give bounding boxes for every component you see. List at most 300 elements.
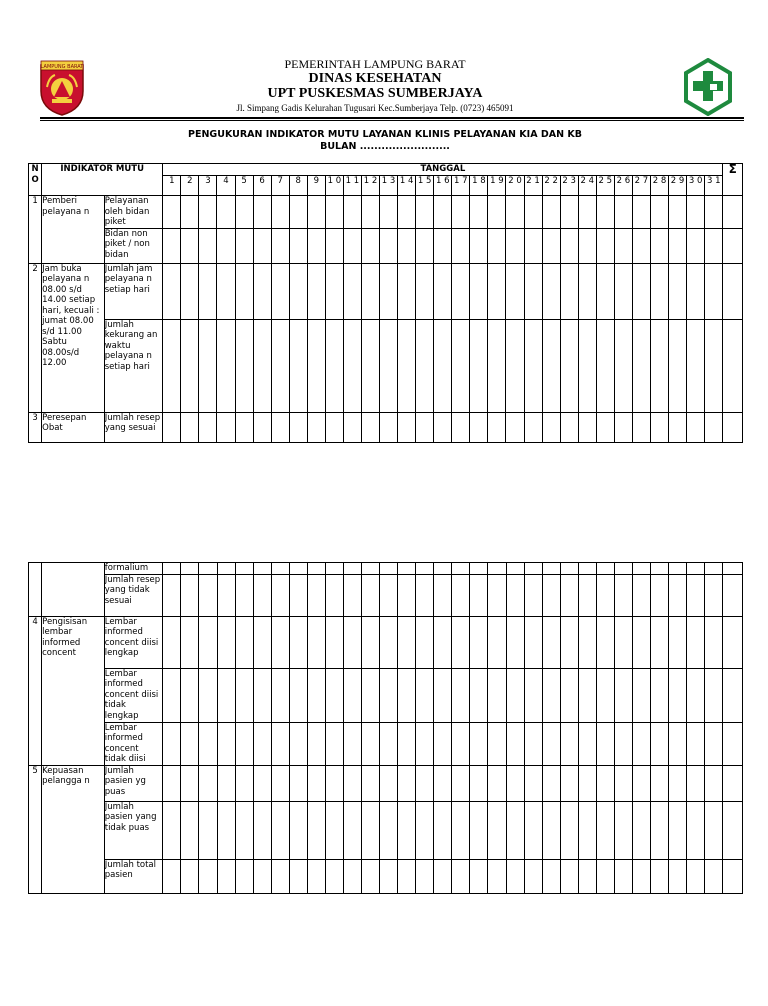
day-entry-cell[interactable] (271, 616, 289, 668)
day-entry-cell[interactable] (488, 616, 506, 668)
day-entry-cell[interactable] (560, 263, 578, 319)
day-entry-cell[interactable] (614, 801, 632, 859)
day-entry-cell[interactable] (705, 722, 723, 765)
day-entry-cell[interactable] (343, 616, 361, 668)
day-entry-cell[interactable] (651, 616, 669, 668)
day-entry-cell[interactable] (651, 801, 669, 859)
day-entry-cell[interactable] (163, 196, 181, 229)
day-entry-cell[interactable] (524, 801, 542, 859)
day-entry-cell[interactable] (650, 412, 668, 442)
day-entry-cell[interactable] (253, 196, 271, 229)
day-entry-cell[interactable] (361, 196, 379, 229)
day-entry-cell[interactable] (578, 765, 596, 801)
day-entry-cell[interactable] (596, 801, 614, 859)
day-entry-cell[interactable] (253, 616, 271, 668)
day-entry-cell[interactable] (687, 563, 705, 575)
day-entry-cell[interactable] (488, 196, 506, 229)
day-entry-cell[interactable] (325, 319, 343, 412)
day-entry-cell[interactable] (434, 412, 452, 442)
day-entry-cell[interactable] (560, 722, 578, 765)
day-entry-cell[interactable] (163, 616, 181, 668)
day-entry-cell[interactable] (163, 228, 181, 263)
day-entry-cell[interactable] (380, 574, 398, 616)
row-total-cell[interactable] (723, 263, 743, 319)
day-entry-cell[interactable] (253, 228, 271, 263)
day-entry-cell[interactable] (163, 412, 181, 442)
day-entry-cell[interactable] (650, 228, 668, 263)
day-entry-cell[interactable] (669, 228, 687, 263)
day-entry-cell[interactable] (235, 859, 253, 893)
day-entry-cell[interactable] (434, 859, 452, 893)
day-entry-cell[interactable] (163, 319, 181, 412)
day-entry-cell[interactable] (542, 668, 560, 722)
day-entry-cell[interactable] (470, 574, 488, 616)
day-entry-cell[interactable] (578, 668, 596, 722)
day-entry-cell[interactable] (361, 263, 379, 319)
row-total-cell[interactable] (723, 196, 743, 229)
day-entry-cell[interactable] (632, 574, 650, 616)
day-entry-cell[interactable] (289, 668, 307, 722)
day-entry-cell[interactable] (524, 765, 542, 801)
day-entry-cell[interactable] (578, 616, 596, 668)
day-entry-cell[interactable] (398, 722, 416, 765)
day-entry-cell[interactable] (542, 574, 560, 616)
day-entry-cell[interactable] (434, 801, 452, 859)
day-entry-cell[interactable] (253, 574, 271, 616)
day-entry-cell[interactable] (235, 563, 253, 575)
day-entry-cell[interactable] (705, 228, 723, 263)
day-entry-cell[interactable] (325, 563, 343, 575)
day-entry-cell[interactable] (488, 765, 506, 801)
day-entry-cell[interactable] (650, 319, 668, 412)
day-entry-cell[interactable] (578, 722, 596, 765)
day-entry-cell[interactable] (325, 765, 343, 801)
day-entry-cell[interactable] (578, 412, 596, 442)
day-entry-cell[interactable] (217, 616, 235, 668)
day-entry-cell[interactable] (416, 765, 434, 801)
day-entry-cell[interactable] (596, 722, 614, 765)
day-entry-cell[interactable] (452, 668, 470, 722)
day-entry-cell[interactable] (506, 263, 524, 319)
day-entry-cell[interactable] (343, 668, 361, 722)
day-entry-cell[interactable] (434, 765, 452, 801)
day-entry-cell[interactable] (614, 563, 632, 575)
day-entry-cell[interactable] (614, 765, 632, 801)
day-entry-cell[interactable] (524, 722, 542, 765)
day-entry-cell[interactable] (669, 263, 687, 319)
day-entry-cell[interactable] (325, 616, 343, 668)
day-entry-cell[interactable] (398, 319, 416, 412)
day-entry-cell[interactable] (614, 668, 632, 722)
day-entry-cell[interactable] (705, 196, 723, 229)
day-entry-cell[interactable] (578, 319, 596, 412)
day-entry-cell[interactable] (362, 668, 380, 722)
day-entry-cell[interactable] (614, 722, 632, 765)
day-entry-cell[interactable] (289, 801, 307, 859)
day-entry-cell[interactable] (416, 319, 434, 412)
day-entry-cell[interactable] (452, 801, 470, 859)
day-entry-cell[interactable] (651, 563, 669, 575)
day-entry-cell[interactable] (687, 319, 705, 412)
day-entry-cell[interactable] (307, 574, 325, 616)
day-entry-cell[interactable] (578, 563, 596, 575)
day-entry-cell[interactable] (289, 196, 307, 229)
day-entry-cell[interactable] (343, 574, 361, 616)
day-entry-cell[interactable] (632, 722, 650, 765)
day-entry-cell[interactable] (217, 196, 235, 229)
day-entry-cell[interactable] (470, 263, 488, 319)
day-entry-cell[interactable] (199, 263, 217, 319)
day-entry-cell[interactable] (217, 263, 235, 319)
day-entry-cell[interactable] (687, 801, 705, 859)
day-entry-cell[interactable] (181, 412, 199, 442)
day-entry-cell[interactable] (235, 668, 253, 722)
day-entry-cell[interactable] (669, 722, 687, 765)
day-entry-cell[interactable] (380, 412, 398, 442)
day-entry-cell[interactable] (235, 412, 253, 442)
day-entry-cell[interactable] (632, 668, 650, 722)
day-entry-cell[interactable] (416, 196, 434, 229)
day-entry-cell[interactable] (362, 722, 380, 765)
day-entry-cell[interactable] (380, 563, 398, 575)
day-entry-cell[interactable] (235, 574, 253, 616)
day-entry-cell[interactable] (596, 228, 614, 263)
day-entry-cell[interactable] (614, 319, 632, 412)
day-entry-cell[interactable] (506, 616, 524, 668)
day-entry-cell[interactable] (669, 563, 687, 575)
day-entry-cell[interactable] (271, 196, 289, 229)
day-entry-cell[interactable] (217, 859, 235, 893)
day-entry-cell[interactable] (235, 801, 253, 859)
day-entry-cell[interactable] (470, 859, 488, 893)
day-entry-cell[interactable] (705, 859, 723, 893)
day-entry-cell[interactable] (506, 765, 524, 801)
day-entry-cell[interactable] (380, 765, 398, 801)
day-entry-cell[interactable] (181, 319, 199, 412)
day-entry-cell[interactable] (343, 196, 361, 229)
day-entry-cell[interactable] (506, 228, 524, 263)
day-entry-cell[interactable] (253, 563, 271, 575)
day-entry-cell[interactable] (380, 263, 398, 319)
day-entry-cell[interactable] (380, 228, 398, 263)
day-entry-cell[interactable] (596, 616, 614, 668)
day-entry-cell[interactable] (217, 574, 235, 616)
day-entry-cell[interactable] (307, 859, 325, 893)
day-entry-cell[interactable] (362, 801, 380, 859)
day-entry-cell[interactable] (470, 196, 488, 229)
day-entry-cell[interactable] (253, 765, 271, 801)
day-entry-cell[interactable] (307, 196, 325, 229)
day-entry-cell[interactable] (524, 228, 542, 263)
day-entry-cell[interactable] (488, 263, 506, 319)
day-entry-cell[interactable] (596, 196, 614, 229)
day-entry-cell[interactable] (325, 668, 343, 722)
day-entry-cell[interactable] (524, 412, 542, 442)
day-entry-cell[interactable] (488, 668, 506, 722)
day-entry-cell[interactable] (632, 859, 650, 893)
day-entry-cell[interactable] (163, 722, 181, 765)
day-entry-cell[interactable] (632, 263, 650, 319)
day-entry-cell[interactable] (596, 765, 614, 801)
day-entry-cell[interactable] (434, 263, 452, 319)
day-entry-cell[interactable] (325, 801, 343, 859)
day-entry-cell[interactable] (271, 765, 289, 801)
day-entry-cell[interactable] (506, 668, 524, 722)
day-entry-cell[interactable] (542, 228, 560, 263)
day-entry-cell[interactable] (199, 859, 217, 893)
day-entry-cell[interactable] (470, 319, 488, 412)
day-entry-cell[interactable] (560, 412, 578, 442)
day-entry-cell[interactable] (343, 722, 361, 765)
day-entry-cell[interactable] (289, 412, 307, 442)
day-entry-cell[interactable] (289, 722, 307, 765)
day-entry-cell[interactable] (416, 574, 434, 616)
day-entry-cell[interactable] (289, 563, 307, 575)
day-entry-cell[interactable] (596, 563, 614, 575)
day-entry-cell[interactable] (253, 412, 271, 442)
day-entry-cell[interactable] (398, 263, 416, 319)
day-entry-cell[interactable] (416, 616, 434, 668)
row-total-cell[interactable] (723, 574, 743, 616)
day-entry-cell[interactable] (181, 228, 199, 263)
day-entry-cell[interactable] (560, 563, 578, 575)
day-entry-cell[interactable] (181, 196, 199, 229)
day-entry-cell[interactable] (325, 859, 343, 893)
day-entry-cell[interactable] (271, 319, 289, 412)
row-total-cell[interactable] (723, 563, 743, 575)
day-entry-cell[interactable] (578, 228, 596, 263)
day-entry-cell[interactable] (506, 722, 524, 765)
day-entry-cell[interactable] (488, 574, 506, 616)
day-entry-cell[interactable] (578, 801, 596, 859)
day-entry-cell[interactable] (632, 319, 650, 412)
row-total-cell[interactable] (723, 228, 743, 263)
day-entry-cell[interactable] (235, 722, 253, 765)
day-entry-cell[interactable] (271, 722, 289, 765)
day-entry-cell[interactable] (632, 563, 650, 575)
row-total-cell[interactable] (723, 765, 743, 801)
day-entry-cell[interactable] (687, 765, 705, 801)
day-entry-cell[interactable] (560, 319, 578, 412)
day-entry-cell[interactable] (687, 196, 705, 229)
day-entry-cell[interactable] (452, 859, 470, 893)
day-entry-cell[interactable] (325, 196, 343, 229)
day-entry-cell[interactable] (199, 722, 217, 765)
day-entry-cell[interactable] (361, 412, 379, 442)
day-entry-cell[interactable] (181, 722, 199, 765)
day-entry-cell[interactable] (235, 263, 253, 319)
day-entry-cell[interactable] (596, 263, 614, 319)
day-entry-cell[interactable] (398, 616, 416, 668)
day-entry-cell[interactable] (398, 228, 416, 263)
day-entry-cell[interactable] (434, 319, 452, 412)
day-entry-cell[interactable] (163, 574, 181, 616)
day-entry-cell[interactable] (470, 765, 488, 801)
day-entry-cell[interactable] (452, 412, 470, 442)
day-entry-cell[interactable] (614, 859, 632, 893)
day-entry-cell[interactable] (416, 263, 434, 319)
day-entry-cell[interactable] (217, 722, 235, 765)
day-entry-cell[interactable] (380, 722, 398, 765)
day-entry-cell[interactable] (542, 319, 560, 412)
day-entry-cell[interactable] (632, 801, 650, 859)
row-total-cell[interactable] (723, 722, 743, 765)
day-entry-cell[interactable] (705, 668, 723, 722)
day-entry-cell[interactable] (289, 319, 307, 412)
day-entry-cell[interactable] (307, 801, 325, 859)
day-entry-cell[interactable] (416, 859, 434, 893)
day-entry-cell[interactable] (560, 668, 578, 722)
day-entry-cell[interactable] (380, 319, 398, 412)
day-entry-cell[interactable] (199, 228, 217, 263)
day-entry-cell[interactable] (325, 574, 343, 616)
day-entry-cell[interactable] (560, 196, 578, 229)
day-entry-cell[interactable] (235, 196, 253, 229)
day-entry-cell[interactable] (614, 574, 632, 616)
day-entry-cell[interactable] (687, 412, 705, 442)
day-entry-cell[interactable] (199, 668, 217, 722)
day-entry-cell[interactable] (163, 765, 181, 801)
day-entry-cell[interactable] (307, 319, 325, 412)
day-entry-cell[interactable] (343, 412, 361, 442)
day-entry-cell[interactable] (398, 574, 416, 616)
day-entry-cell[interactable] (524, 616, 542, 668)
day-entry-cell[interactable] (289, 616, 307, 668)
day-entry-cell[interactable] (253, 263, 271, 319)
row-total-cell[interactable] (723, 859, 743, 893)
day-entry-cell[interactable] (343, 263, 361, 319)
row-total-cell[interactable] (723, 616, 743, 668)
day-entry-cell[interactable] (181, 801, 199, 859)
day-entry-cell[interactable] (380, 859, 398, 893)
day-entry-cell[interactable] (524, 574, 542, 616)
day-entry-cell[interactable] (506, 412, 524, 442)
day-entry-cell[interactable] (506, 319, 524, 412)
day-entry-cell[interactable] (542, 263, 560, 319)
day-entry-cell[interactable] (470, 563, 488, 575)
day-entry-cell[interactable] (560, 574, 578, 616)
day-entry-cell[interactable] (253, 722, 271, 765)
day-entry-cell[interactable] (434, 722, 452, 765)
day-entry-cell[interactable] (181, 765, 199, 801)
day-entry-cell[interactable] (578, 574, 596, 616)
day-entry-cell[interactable] (632, 228, 650, 263)
day-entry-cell[interactable] (705, 563, 723, 575)
day-entry-cell[interactable] (416, 412, 434, 442)
day-entry-cell[interactable] (506, 574, 524, 616)
day-entry-cell[interactable] (361, 319, 379, 412)
day-entry-cell[interactable] (398, 859, 416, 893)
day-entry-cell[interactable] (687, 228, 705, 263)
row-total-cell[interactable] (723, 668, 743, 722)
day-entry-cell[interactable] (578, 263, 596, 319)
day-entry-cell[interactable] (181, 574, 199, 616)
day-entry-cell[interactable] (470, 228, 488, 263)
day-entry-cell[interactable] (488, 859, 506, 893)
day-entry-cell[interactable] (217, 319, 235, 412)
day-entry-cell[interactable] (199, 412, 217, 442)
day-entry-cell[interactable] (416, 722, 434, 765)
day-entry-cell[interactable] (163, 263, 181, 319)
day-entry-cell[interactable] (362, 765, 380, 801)
day-entry-cell[interactable] (452, 196, 470, 229)
day-entry-cell[interactable] (470, 668, 488, 722)
day-entry-cell[interactable] (560, 859, 578, 893)
row-total-cell[interactable] (723, 801, 743, 859)
day-entry-cell[interactable] (343, 563, 361, 575)
day-entry-cell[interactable] (199, 196, 217, 229)
day-entry-cell[interactable] (289, 228, 307, 263)
day-entry-cell[interactable] (705, 412, 723, 442)
day-entry-cell[interactable] (452, 263, 470, 319)
day-entry-cell[interactable] (506, 196, 524, 229)
day-entry-cell[interactable] (669, 801, 687, 859)
day-entry-cell[interactable] (651, 722, 669, 765)
day-entry-cell[interactable] (181, 616, 199, 668)
day-entry-cell[interactable] (687, 668, 705, 722)
day-entry-cell[interactable] (705, 765, 723, 801)
day-entry-cell[interactable] (217, 563, 235, 575)
day-entry-cell[interactable] (434, 228, 452, 263)
day-entry-cell[interactable] (271, 668, 289, 722)
day-entry-cell[interactable] (181, 668, 199, 722)
day-entry-cell[interactable] (253, 668, 271, 722)
day-entry-cell[interactable] (362, 616, 380, 668)
row-total-cell[interactable] (723, 412, 743, 442)
day-entry-cell[interactable] (524, 563, 542, 575)
day-entry-cell[interactable] (470, 412, 488, 442)
day-entry-cell[interactable] (705, 263, 723, 319)
day-entry-cell[interactable] (632, 616, 650, 668)
day-entry-cell[interactable] (542, 616, 560, 668)
day-entry-cell[interactable] (687, 616, 705, 668)
day-entry-cell[interactable] (398, 563, 416, 575)
day-entry-cell[interactable] (163, 859, 181, 893)
day-entry-cell[interactable] (271, 574, 289, 616)
day-entry-cell[interactable] (632, 196, 650, 229)
day-entry-cell[interactable] (596, 412, 614, 442)
day-entry-cell[interactable] (705, 801, 723, 859)
day-entry-cell[interactable] (560, 801, 578, 859)
day-entry-cell[interactable] (614, 196, 632, 229)
day-entry-cell[interactable] (596, 574, 614, 616)
day-entry-cell[interactable] (307, 563, 325, 575)
day-entry-cell[interactable] (669, 196, 687, 229)
day-entry-cell[interactable] (687, 574, 705, 616)
day-entry-cell[interactable] (687, 263, 705, 319)
day-entry-cell[interactable] (470, 722, 488, 765)
day-entry-cell[interactable] (325, 263, 343, 319)
day-entry-cell[interactable] (542, 563, 560, 575)
day-entry-cell[interactable] (669, 859, 687, 893)
day-entry-cell[interactable] (271, 263, 289, 319)
day-entry-cell[interactable] (307, 263, 325, 319)
day-entry-cell[interactable] (199, 765, 217, 801)
day-entry-cell[interactable] (343, 228, 361, 263)
day-entry-cell[interactable] (163, 801, 181, 859)
day-entry-cell[interactable] (542, 722, 560, 765)
day-entry-cell[interactable] (542, 801, 560, 859)
day-entry-cell[interactable] (398, 668, 416, 722)
day-entry-cell[interactable] (289, 263, 307, 319)
day-entry-cell[interactable] (380, 616, 398, 668)
day-entry-cell[interactable] (361, 228, 379, 263)
day-entry-cell[interactable] (398, 412, 416, 442)
day-entry-cell[interactable] (271, 412, 289, 442)
day-entry-cell[interactable] (488, 563, 506, 575)
day-entry-cell[interactable] (506, 563, 524, 575)
day-entry-cell[interactable] (596, 319, 614, 412)
